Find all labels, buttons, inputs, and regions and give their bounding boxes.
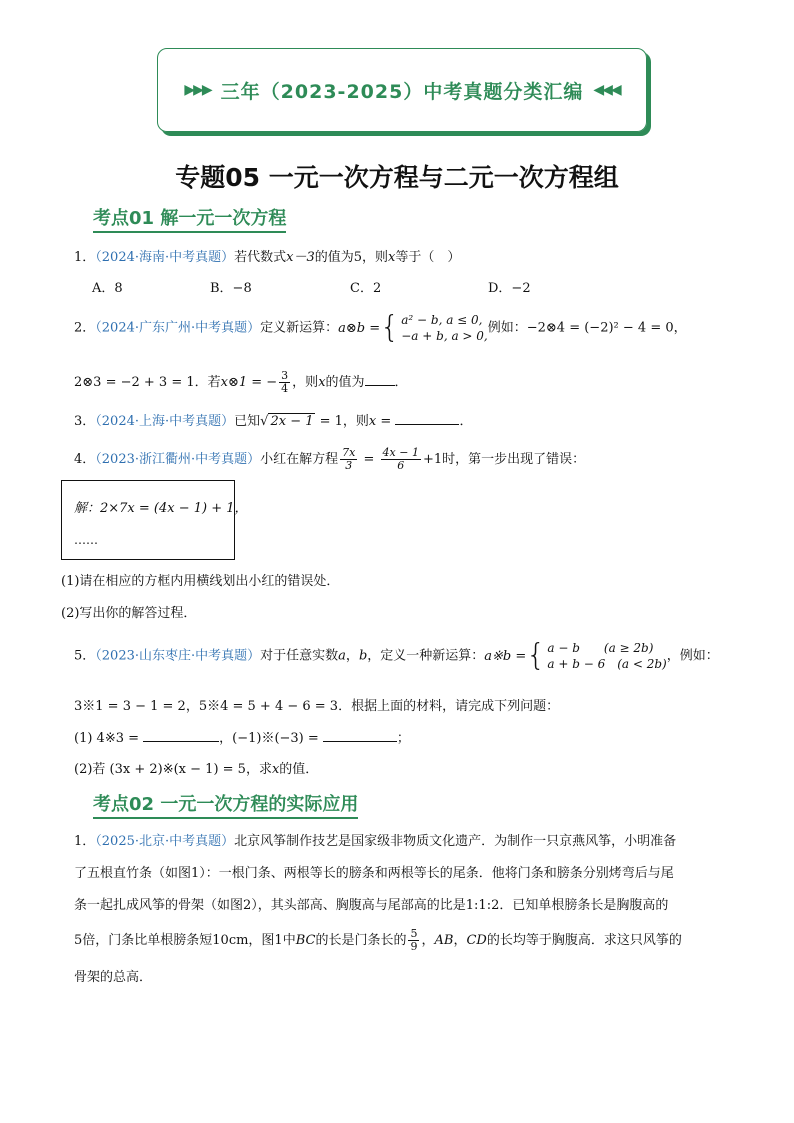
q3-answer-blank [395, 412, 459, 425]
q4-source: （2023·浙江衢州·中考真题） [95, 452, 261, 467]
section-heading-2: 考点02 一元一次方程的实际应用 [93, 790, 358, 819]
q2-line2: 2⊗3 = −2 + 3 = 1．若x⊗1 = − $\frac{3}{4}$ ，则x的值为 ． [74, 369, 408, 395]
q2-piecewise: a⊗b = { a² − b, a ≤ 0, −a + b, a > 0, [338, 310, 488, 345]
q3-source: （2024·上海·中考真题） [95, 414, 235, 429]
q2-stem: 2．（2024·广东广州·中考真题）定义新运算： a⊗b = { a² − b, a ≤ 0, −a + b, a > 0, 例如：−2⊗4 = (−2)² − 4 = 0， [74, 310, 687, 345]
left-arrows-icon: ▶▶▶ [184, 82, 211, 98]
q4-box-line1: 解：2×7x = (4x − 1) + 1， [74, 501, 248, 516]
q2-answer-blank [365, 373, 395, 386]
q1-stem: 1．（2024·海南·中考真题）若代数式x－3的值为5，则x等于（ ） [74, 250, 461, 265]
q4-sub2: (2)写出你的解答过程． [61, 606, 197, 621]
section-heading-1: 考点01 解一元一次方程 [93, 204, 286, 233]
q5-sub1: (1) 4※3 = ，(−1)※(−3) = ； [74, 731, 410, 746]
q1-source: （2024·海南·中考真题） [95, 250, 235, 265]
s2-q1-source: （2025·北京·中考真题） [95, 834, 235, 849]
s2-q1-line3: 条一起扎成风筝的骨架（如图2），其头部高、胸腹高与尾部高的比是1:1:2．已知单根膀条长是胸腹高的 [74, 898, 669, 913]
right-arrows-icon: ◀◀◀ [593, 82, 620, 98]
q4-box-line2: …… [74, 533, 98, 547]
q5-sub2: (2)若 (3x + 2)※(x − 1) = 5，求x的值． [74, 762, 319, 777]
q5-source: （2023·山东枣庄·中考真题） [95, 648, 261, 664]
page-title: 专题05 一元一次方程与二元一次方程组 [175, 163, 619, 192]
q5-blank-2 [323, 729, 397, 742]
s2-q1-line2: 了五根直竹条（如图1）：一根门条、两根等长的膀条和两根等长的尾条．他将门条和膀条分别烤弯后与尾 [74, 866, 674, 881]
q1-choice-c: C．2 [350, 281, 382, 296]
q2-source: （2024·广东广州·中考真题） [95, 320, 261, 336]
q5-line2: 3※1 = 3 − 1 = 2，5※4 = 5 + 4 − 6 = 3．根据上面的材料，请完成下列问题： [74, 699, 560, 714]
q4-stem: 4．（2023·浙江衢州·中考真题）小红在解方程 $\frac{7x}{3}$ = $\frac{4x - 1}{6}$ +1时，第一步出现了错误： [74, 446, 586, 472]
q4-solution-box [61, 480, 248, 560]
q4-sub1: (1)请在相应的方框内用横线划出小红的错误处． [61, 574, 340, 589]
q1-choice-d: D．−2 [488, 281, 531, 296]
s2-q1-line5: 骨架的总高． [74, 970, 153, 985]
header-banner [157, 48, 647, 132]
q1-choice-a: A．8 [92, 281, 123, 296]
q1-choice-b: B．−8 [210, 281, 252, 296]
q5-stem: 5．（2023·山东枣庄·中考真题）对于任意实数a，b，定义一种新运算： a※b = { a − b (a ≥ 2b) a + b − 6 (a < 2b) ，例如： [74, 638, 719, 673]
banner-title: 三年（2023-2025）中考真题分类汇编 [220, 80, 584, 103]
q3-stem: 3．（2024·上海·中考真题）已知√ 2x − 1 = 1，则x = ． [74, 414, 473, 429]
q5-piecewise: a※b = { a − b (a ≥ 2b) a + b − 6 (a < 2b) [484, 638, 667, 673]
s2-q1-line4: 5倍，门条比单根膀条短10cm，图1中BC的长是门条长的 $\frac{5}{9}$ ，AB，CD的长均等于胸腹高．求这只风筝的 [74, 927, 682, 953]
q5-blank-1 [143, 729, 219, 742]
s2-q1-line1: 1．（2025·北京·中考真题）北京风筝制作技艺是国家级非物质文化遗产．为制作一只京燕风筝，小明准备 [74, 834, 677, 849]
